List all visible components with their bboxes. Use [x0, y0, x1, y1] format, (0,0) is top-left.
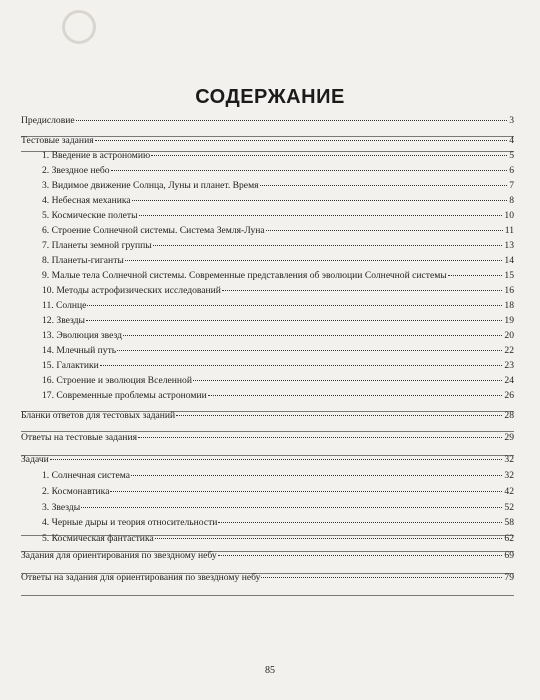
toc-entry-page: 5 [509, 150, 514, 161]
toc-entry-page: 18 [504, 300, 514, 311]
toc-leader-dots [117, 350, 502, 351]
toc-entry-title: 15. Галактики [42, 360, 99, 371]
toc-subsection-entry[interactable] [42, 315, 514, 327]
toc-entry-title: 10. Методы астрофизических исследований [42, 285, 221, 296]
toc-subsection-entry[interactable] [42, 486, 514, 498]
toc-leader-dots [95, 140, 508, 141]
toc-subsection-entry[interactable] [42, 210, 514, 222]
toc-subsection-entry[interactable] [42, 375, 514, 387]
toc-entry-page: 42 [504, 486, 514, 497]
toc-subsection-entry[interactable] [42, 517, 514, 529]
toc-subsection-entry[interactable] [42, 390, 514, 402]
toc-entry-page: 23 [504, 360, 514, 371]
toc-leader-dots [138, 437, 502, 438]
toc-leader-dots [100, 365, 503, 366]
toc-entry-page: 8 [509, 195, 514, 206]
toc-entry-title: Задачи [21, 454, 49, 465]
toc-subsection-entry[interactable] [42, 470, 514, 482]
toc-entry-title: 7. Планеты земной группы [42, 240, 152, 251]
toc-entry-page: 52 [504, 502, 514, 513]
toc-leader-dots [448, 275, 503, 276]
toc-entry-page: 58 [504, 517, 514, 528]
toc-leader-dots [76, 120, 508, 121]
toc-leader-dots [218, 522, 502, 523]
toc-entry-title: 6. Строение Солнечной системы. Система Земля-Луна [42, 225, 265, 236]
toc-section-entry[interactable] [21, 410, 514, 422]
toc-entry-title: Ответы на задания для ориентирования по звездному небу [21, 572, 261, 583]
toc-subsection-entry[interactable] [42, 533, 514, 545]
toc-entry-page: 69 [504, 550, 514, 561]
toc-subsection-entry[interactable] [42, 225, 514, 237]
toc-section-entry[interactable] [21, 550, 514, 562]
toc-entry-page: 13 [504, 240, 514, 251]
toc-entry-page: 79 [504, 572, 514, 583]
toc-leader-dots [193, 380, 502, 381]
toc-entry-title: 5. Космическая фантастика [42, 533, 154, 544]
toc-subsection-entry[interactable] [42, 165, 514, 177]
toc-entry-page: 24 [504, 375, 514, 386]
toc-leader-dots [50, 459, 503, 460]
toc-leader-dots [87, 305, 502, 306]
toc-subsection-entry[interactable] [42, 270, 514, 282]
toc-entry-page: 14 [504, 255, 514, 266]
toc-entry-title: 1. Введение в астрономию [42, 150, 151, 161]
toc-subsection-entry[interactable] [42, 150, 514, 162]
page-number: 85 [265, 665, 275, 676]
toc-entry-title: 3. Звезды [42, 502, 81, 513]
toc-leader-dots [111, 170, 508, 171]
toc-entry-title: 14. Млечный путь [42, 345, 117, 356]
toc-leader-dots [123, 335, 502, 336]
toc-entry-page: 32 [504, 470, 514, 481]
toc-entry-title: 13. Эволюция звезд [42, 330, 123, 341]
toc-entry-page: 32 [504, 454, 514, 465]
toc-leader-dots [260, 185, 508, 186]
toc-leader-dots [176, 415, 502, 416]
toc-subsection-entry[interactable] [42, 195, 514, 207]
toc-entry-title: 16. Строение и эволюция Вселенной [42, 375, 192, 386]
toc-entry-page: 20 [504, 330, 514, 341]
toc-subsection-entry[interactable] [42, 180, 514, 192]
toc-leader-dots [110, 491, 502, 492]
toc-subsection-entry[interactable] [42, 330, 514, 342]
toc-section-entry[interactable] [21, 572, 514, 584]
toc-leader-dots [153, 245, 503, 246]
toc-subsection-entry[interactable] [42, 360, 514, 372]
toc-entry-title: 4. Черные дыры и теория относительности [42, 517, 218, 528]
toc-entry-page: 16 [504, 285, 514, 296]
toc-leader-dots [125, 260, 503, 261]
toc-entry-page: 10 [504, 210, 514, 221]
toc-entry-page: 28 [504, 410, 514, 421]
toc-leader-dots [139, 215, 503, 216]
toc-subsection-entry[interactable] [42, 502, 514, 514]
toc-entry-title: 4. Небесная механика [42, 195, 131, 206]
toc-entry-title: Задания для ориентирования по звездному небу [21, 550, 217, 561]
toc-leader-dots [151, 155, 507, 156]
toc-section-entry[interactable] [21, 115, 514, 127]
toc-leader-dots [218, 555, 503, 556]
toc-section-entry[interactable] [21, 454, 514, 466]
page-title: СОДЕРЖАНИЕ [195, 86, 345, 108]
toc-entry-page: 62 [504, 533, 514, 544]
toc-entry-title: 1. Солнечная система [42, 470, 130, 481]
toc-entry-page: 19 [504, 315, 514, 326]
toc-entry-title: 2. Звездное небо [42, 165, 110, 176]
toc-entry-page: 7 [509, 180, 514, 191]
toc-section-entry[interactable] [21, 432, 514, 444]
toc-entry-page: 3 [509, 115, 514, 126]
toc-entry-page: 4 [509, 135, 514, 146]
toc-entry-title: Ответы на тестовые задания [21, 432, 137, 443]
toc-subsection-entry[interactable] [42, 345, 514, 357]
toc-entry-title: 9. Малые тела Солнечной системы. Современные представления об эволюции Солнечной системы [42, 270, 447, 281]
toc-subsection-entry[interactable] [42, 300, 514, 312]
toc-subsection-entry[interactable] [42, 285, 514, 297]
toc-leader-dots [132, 200, 508, 201]
toc-entry-page: 15 [504, 270, 514, 281]
toc-entry-page: 6 [509, 165, 514, 176]
toc-section-entry[interactable] [21, 135, 514, 147]
toc-entry-page: 26 [504, 390, 514, 401]
toc-leader-dots [261, 577, 502, 578]
toc-entry-title: 11. Солнце [42, 300, 87, 311]
toc-entry-title: 8. Планеты-гиганты [42, 255, 124, 266]
toc-entry-title: 5. Космические полеты [42, 210, 138, 221]
toc-entry-page: 22 [504, 345, 514, 356]
toc-leader-dots [131, 475, 502, 476]
toc-entry-page: 29 [504, 432, 514, 443]
toc-leader-dots [208, 395, 503, 396]
toc-leader-dots [222, 290, 502, 291]
toc-subsection-entry[interactable] [42, 240, 514, 252]
watermark-logo-icon [62, 10, 96, 44]
toc-entry-page: 11 [504, 225, 514, 236]
toc-leader-dots [86, 320, 502, 321]
toc-entry-title: 12. Звезды [42, 315, 85, 326]
toc-separator [21, 595, 514, 596]
toc-entry-title: Предисловие [21, 115, 75, 126]
toc-leader-dots [155, 538, 503, 539]
toc-entry-title: Тестовые задания [21, 135, 94, 146]
toc-entry-title: 2. Космонавтика [42, 486, 110, 497]
toc-subsection-entry[interactable] [42, 255, 514, 267]
toc-entry-title: 17. Современные проблемы астрономии [42, 390, 207, 401]
toc-leader-dots [81, 507, 502, 508]
toc-entry-title: 3. Видимое движение Солнца, Луны и планет. Время [42, 180, 259, 191]
toc-entry-title: Бланки ответов для тестовых заданий [21, 410, 176, 421]
toc-leader-dots [266, 230, 503, 231]
